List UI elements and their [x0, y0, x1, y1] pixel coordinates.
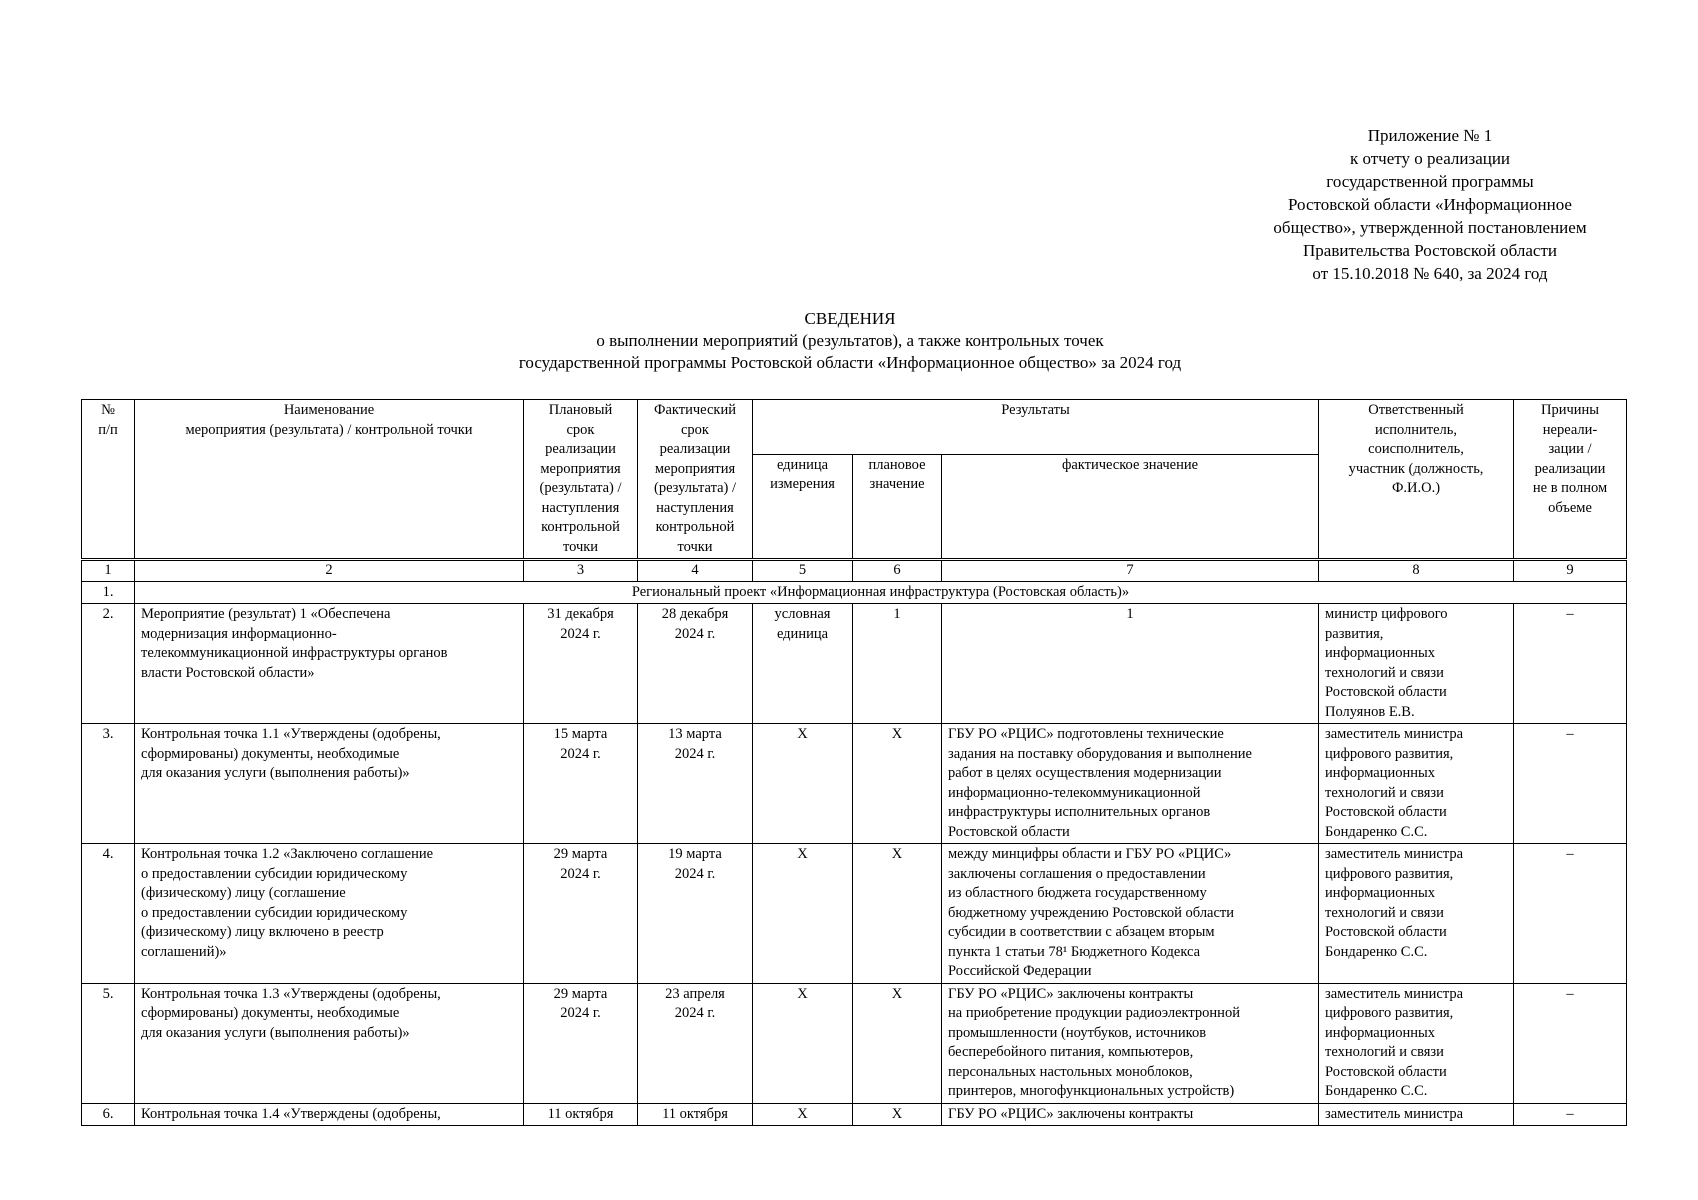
document-subtitle: государственной программы Ростовской области «Информационное общество» за 2024 год [518, 353, 1182, 372]
plan-value: Х [853, 844, 942, 984]
appendix-line: Правительства Ростовской области [1303, 241, 1557, 260]
item-name: Контрольная точка 1.2 «Заключено соглашение о предоставлении субсидии юридическому (физическому) лицу (соглашение о предоставлении субсидии юридическому (физическому) лицу включено в реестр соглашений)» [135, 844, 524, 984]
planned-date: 29 марта 2024 г. [524, 844, 638, 984]
fact-value: между минцифры области и ГБУ РО «РЦИС» заключены соглашения о предоставлении из областного бюджета государственному бюджетному учреждению Ростовской области субсидии в соответствии с абзацем вторым пункта 1 статьи 78¹ Бюджетного Кодекса Российской Федерации [942, 844, 1319, 984]
item-name: Контрольная точка 1.3 «Утверждены (одобрены, сформированы) документы, необходимые для оказания услуги (выполнения работы)» [135, 983, 524, 1103]
header-actual-date: Фактический срок реализации мероприятия (результата) / наступления контрольной точки [638, 400, 753, 560]
table-header [82, 400, 1627, 560]
actual-date: 13 марта 2024 г. [638, 724, 753, 844]
plan-value: Х [853, 983, 942, 1103]
row-number: 5. [82, 983, 135, 1103]
planned-date: 11 октября [524, 1103, 638, 1126]
column-number: 3 [524, 560, 638, 582]
unit: условная единица [753, 604, 853, 724]
reasons: – [1514, 844, 1627, 984]
appendix-line: государственной программы [1326, 172, 1534, 191]
fact-value: 1 [942, 604, 1319, 724]
row-number: 3. [82, 724, 135, 844]
appendix-line: Приложение № 1 [1367, 126, 1493, 145]
responsible: заместитель министра цифрового развития, информационных технологий и связи Ростовской области Бондаренко С.С. [1319, 724, 1514, 844]
unit: Х [753, 724, 853, 844]
unit: Х [753, 844, 853, 984]
appendix-line: от 15.10.2018 № 640, за 2024 год [1312, 264, 1548, 283]
column-number: 7 [942, 560, 1319, 582]
header-name: Наименование мероприятия (результата) / контрольной точки [135, 400, 524, 560]
reasons: – [1514, 1103, 1627, 1126]
plan-value: 1 [853, 604, 942, 724]
plan-value: Х [853, 724, 942, 844]
row-number: 6. [82, 1103, 135, 1126]
reasons: – [1514, 983, 1627, 1103]
section-title: Региональный проект «Информационная инфраструктура (Ростовская область)» [135, 581, 1627, 604]
appendix-note [1230, 124, 1630, 285]
responsible: заместитель министра цифрового развития, информационных технологий и связи Ростовской области Бондаренко С.С. [1319, 983, 1514, 1103]
header-results: Результаты [753, 400, 1319, 455]
item-name: Контрольная точка 1.4 «Утверждены (одобрены, [135, 1103, 524, 1126]
unit: Х [753, 983, 853, 1103]
table-body [82, 560, 1627, 1126]
fact-value: ГБУ РО «РЦИС» заключены контракты [942, 1103, 1319, 1126]
fact-value: ГБУ РО «РЦИС» подготовлены технические задания на поставку оборудования и выполнение работ в целях осуществления модернизации информационно-телекоммуникационной инфраструктуры исполнительных органов Ростовской области [942, 724, 1319, 844]
header-planned-date: Плановый срок реализации мероприятия (результата) / наступления контрольной точки [524, 400, 638, 560]
item-name: Контрольная точка 1.1 «Утверждены (одобрены, сформированы) документы, необходимые для оказания услуги (выполнения работы)» [135, 724, 524, 844]
column-number: 1 [82, 560, 135, 582]
planned-date: 29 марта 2024 г. [524, 983, 638, 1103]
reasons: – [1514, 604, 1627, 724]
column-number: 8 [1319, 560, 1514, 582]
appendix-line: общество», утвержденной постановлением [1273, 218, 1587, 237]
appendix-line: Ростовской области «Информационное [1288, 195, 1572, 214]
actual-date: 19 марта 2024 г. [638, 844, 753, 984]
section-number: 1. [82, 581, 135, 604]
document-subtitle: о выполнении мероприятий (результатов), а также контрольных точек [596, 331, 1104, 350]
item-name: Мероприятие (результат) 1 «Обеспечена модернизация информационно- телекоммуникационной инфраструктуры органов власти Ростовской области» [135, 604, 524, 724]
actual-date: 28 декабря 2024 г. [638, 604, 753, 724]
unit: Х [753, 1103, 853, 1126]
planned-date: 15 марта 2024 г. [524, 724, 638, 844]
header-fact-value: фактическое значение [942, 454, 1319, 559]
plan-value: Х [853, 1103, 942, 1126]
column-number: 4 [638, 560, 753, 582]
header-reasons: Причины нереали- зации / реализации не в полном объеме [1514, 400, 1627, 560]
table-row [82, 844, 1627, 984]
header-plan-value: плановое значение [853, 454, 942, 559]
responsible: заместитель министра [1319, 1103, 1514, 1126]
section-row [82, 581, 1627, 604]
column-number: 5 [753, 560, 853, 582]
column-number: 6 [853, 560, 942, 582]
row-number: 4. [82, 844, 135, 984]
document-title: СВЕДЕНИЯ [804, 309, 896, 328]
actual-date: 11 октября [638, 1103, 753, 1126]
table-row [82, 983, 1627, 1103]
table-row [82, 1103, 1627, 1126]
column-numbers-row [82, 560, 1627, 582]
reasons: – [1514, 724, 1627, 844]
report-table [81, 399, 1627, 1126]
column-number: 2 [135, 560, 524, 582]
fact-value: ГБУ РО «РЦИС» заключены контракты на приобретение продукции радиоэлектронной промышленности (ноутбуков, источников бесперебойного питания, компьютеров, персональных настольных моноблоков, принтеров, многофункциональных устройств) [942, 983, 1319, 1103]
planned-date: 31 декабря 2024 г. [524, 604, 638, 724]
actual-date: 23 апреля 2024 г. [638, 983, 753, 1103]
column-number: 9 [1514, 560, 1627, 582]
appendix-line: к отчету о реализации [1349, 149, 1511, 168]
header-responsible: Ответственный исполнитель, соисполнитель, участник (должность, Ф.И.О.) [1319, 400, 1514, 560]
row-number: 2. [82, 604, 135, 724]
table-row [82, 604, 1627, 724]
table-row [82, 724, 1627, 844]
header-no: № п/п [82, 400, 135, 560]
header-unit: единица измерения [753, 454, 853, 559]
responsible: министр цифрового развития, информационных технологий и связи Ростовской области Полуянов Е.В. [1319, 604, 1514, 724]
document-heading [350, 308, 1350, 374]
responsible: заместитель министра цифрового развития, информационных технологий и связи Ростовской области Бондаренко С.С. [1319, 844, 1514, 984]
